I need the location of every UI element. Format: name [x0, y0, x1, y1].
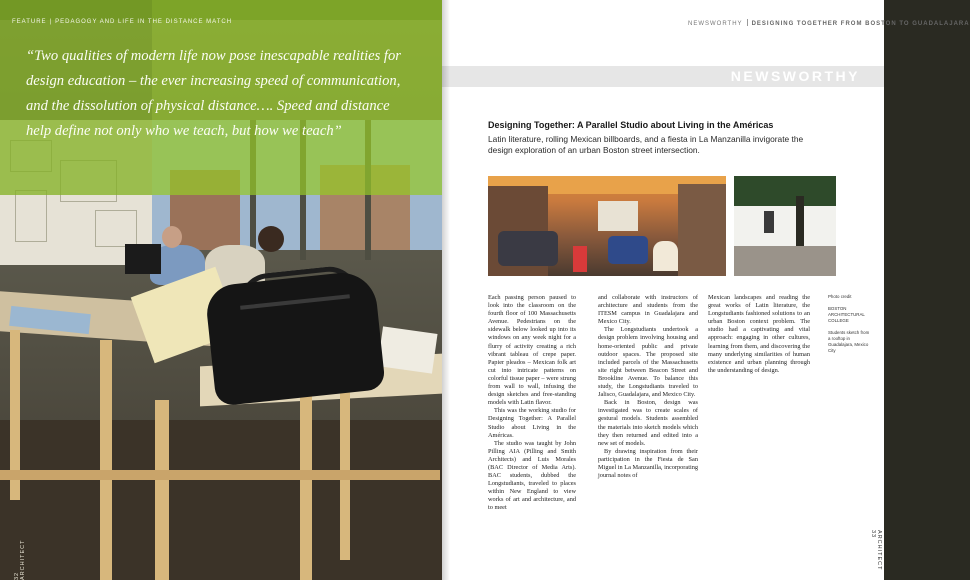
running-title: DESIGNING TOGETHER FROM BOSTON TO GUADALAJARA: [751, 21, 970, 27]
building-right: [678, 184, 726, 276]
divider: [747, 19, 748, 26]
paragraph: This was the working studio for Designing Together: A Parallel Studio about Living in the Américas.: [488, 407, 576, 439]
paragraph: The studio was taught by John Pilling AIA (Pilling and Smith Architects) and Luis Morales (BAC Director of Media Arts). BAC students, dubbed the Longstudiants, traveled to places within New England to view works of art and architecture, and to meet: [488, 439, 576, 512]
body-column-2: [598, 294, 698, 480]
black-duffel-bag: [204, 269, 386, 406]
tree-canopy: [734, 176, 836, 206]
paragraph: and collaborate with instructors of architecture and students from the ITESM campus in Guadalajara and Mexico City.: [598, 294, 698, 326]
table-crossbar: [0, 470, 440, 480]
student-head-dark-hair: [258, 226, 284, 252]
table-leg: [300, 395, 312, 580]
left-running-head: FEATURE | PEDAGOGY AND LIFE IN THE DISTANCE MATCH: [12, 19, 233, 25]
street-festival-photo: [488, 176, 726, 276]
table-leg: [155, 400, 169, 580]
right-page: [442, 0, 970, 580]
computer-monitor: [125, 244, 161, 274]
paragraph: Mexican landscapes and reading the great works of Latin literature, the Longstudiants fashioned solutions to an urban Boston context problem. The studio had a captivating and vital approach: engaging in other cultures, learning from them, and discovering the many underlying similarities of human existence and urban planning through the understanding of design.: [708, 294, 810, 374]
rooftop-ledge: [734, 246, 836, 276]
sketch: [15, 190, 47, 242]
gutter-shadow: [442, 0, 450, 580]
section-label: NEWSWORTHY: [688, 21, 743, 27]
paragraph: The Longstudiants undertook a design problem involving housing and home-oriented public and private outdoor spaces. The proposed site included parcels of the Massachusetts site right between Beacon Street and Brookline Avenue. To balance this study, the Longstudiants traveled to Jalisco, Guadalajara, and Mexico City.: [598, 326, 698, 399]
paragraph: By drawing inspiration from their participation in the Fiesta de San Miguel in La Manzanilla, incorporating journal notes of: [598, 447, 698, 480]
caption-text: Students sketch from a rooftop in Guadalajara, Mexico City: [828, 330, 870, 353]
paragraph: Each passing person paused to look into the classroom on the fourth floor of 100 Massachusetts Avenue. Pedestrians on the sidewalk below looked up into its windows on any week night for a flurry of activity creating a rich vibrant tableau of crepe paper. Papier pleados – Mexican folk art cut into intricate patterns on colorful tissue paper – were strung from wall to wall, infusing the design sketches and free-standing models with Latin flavor.: [488, 294, 576, 407]
sketch: [95, 210, 137, 247]
paragraph: Back in Boston, design was investigated was to create scales of gestural models. Students assembled the materials into sketch models which they then returned and edited into a new set of models.: [598, 399, 698, 447]
person-white-hat: [653, 241, 678, 271]
page-folio-right: ARCHITECT 33: [870, 530, 882, 571]
person: [764, 211, 774, 233]
running-title: PEDAGOGY AND LIFE IN THE DISTANCE MATCH: [55, 19, 233, 25]
banner-title: NEWSWORTHY: [730, 68, 860, 84]
white-wall: [734, 206, 836, 246]
section-label: FEATURE: [12, 19, 47, 25]
parked-car: [498, 231, 558, 266]
body-column-3: [708, 294, 810, 375]
studio-floor: [0, 420, 442, 580]
drawing-sheet: [377, 326, 437, 373]
student-head: [162, 226, 182, 248]
caption-org: BOSTON ARCHITECTURAL COLLEGE: [828, 306, 865, 323]
article-deck: Latin literature, rolling Mexican billboards, and a fiesta in La Manzanilla invigorate the design exploration of an urban Boston street intersection.: [488, 134, 804, 155]
pedestrian: [573, 246, 587, 272]
photo-caption: [828, 294, 872, 360]
rooftop-photo: [734, 176, 836, 276]
article-title: Designing Together: A Parallel Studio about Living in the Américas: [488, 120, 774, 130]
left-page-photo: [0, 0, 442, 580]
body-column-1: [488, 294, 576, 513]
blue-car: [608, 236, 648, 264]
distant-street: [598, 201, 638, 231]
right-running-head: [688, 19, 970, 27]
page-folio-left: 32 ARCHITECT: [14, 539, 26, 580]
pull-quote: “Two qualities of modern life now pose inescapable realities for design education – the ever increasing speed of communication, and the dissolution of physical distance…. Speed and distance help define not only who we teach, but how we teach”: [26, 48, 401, 139]
caption-credit: Photo credit: [828, 294, 852, 299]
table-leg: [100, 340, 112, 580]
